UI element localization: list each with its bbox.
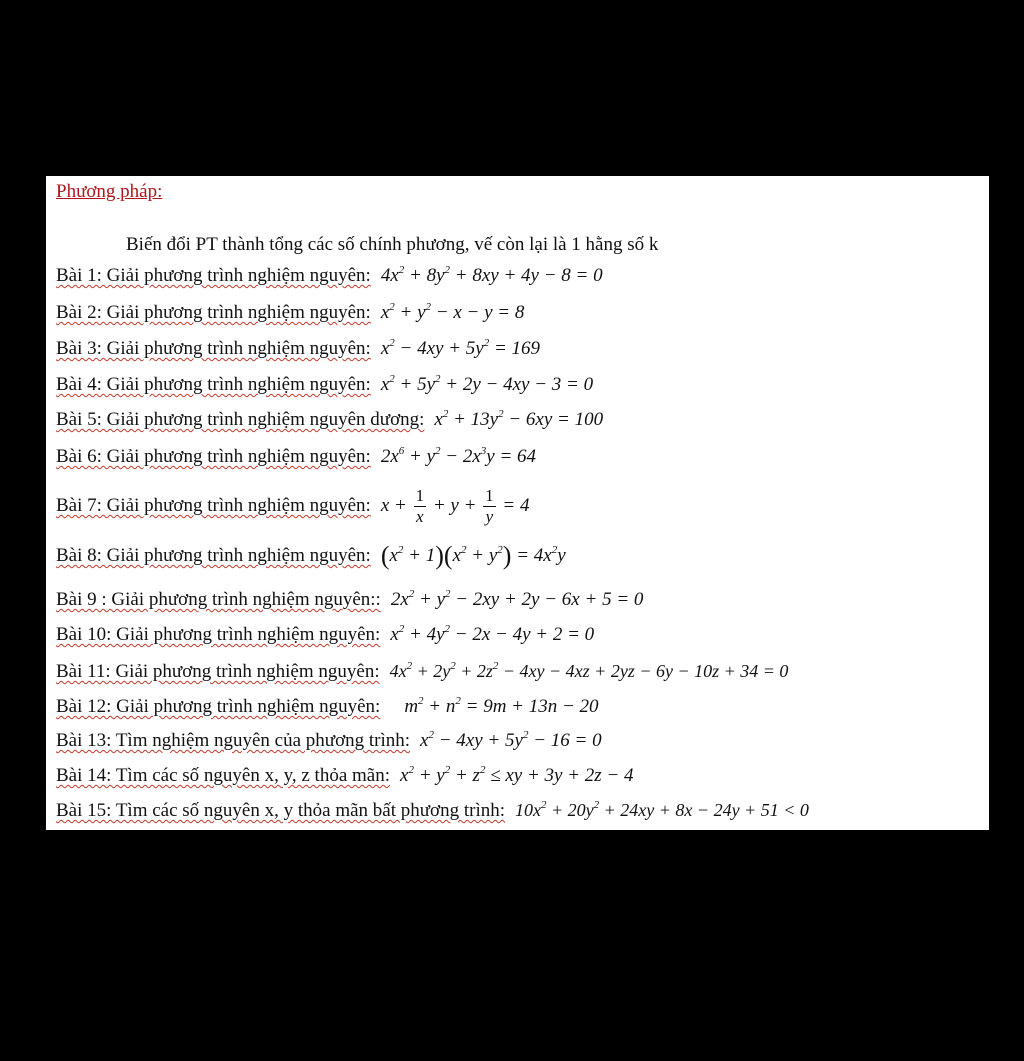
exercise-8 [56,541,566,570]
exercise-2-equation: $x^2 + y^2 - x - y = 8$ [380,301,525,323]
exercise-15-equation: $10x^2 + 20y^2 + 24xy + 8x - 24y + 51 < 0$ [515,799,809,820]
exercise-13-equation: $x^2 - 4xy + 5y^2 - 16 = 0$ [420,729,602,751]
exercise-9 [56,588,643,612]
exercise-6 [56,445,536,469]
exercise-11 [56,659,788,684]
exercise-3-equation: $x^2 - 4xy + 5y^2 = 169$ [380,337,541,359]
exercise-12-equation: $m^2 + n^2 = 9m + 13n - 20$ [404,695,599,717]
exercise-2 [56,301,524,325]
exercise-11-equation: $4x^2 + 2y^2 + 2z^2 - 4xy - 4xz + 2yz - 6y - 10z + 34 = 0$ [389,660,789,681]
exercise-10 [56,623,594,647]
exercise-12 [56,695,599,719]
exercise-2-label: Bài 2: Giải phương trình nghiệm nguyên: [56,302,371,323]
exercise-14-label: Bài 14: Tìm các số nguyên x, y, z thỏa mãn: [56,765,391,786]
document-page [46,176,989,830]
exercise-8-equation: $(x^2 + 1)(x^2 + y^2) = 4x^2y$ [380,541,566,570]
exercise-5-equation: $x^2 + 13y^2 - 6xy = 100$ [434,408,604,430]
exercise-5 [56,408,603,432]
exercise-6-equation: $2x^6 + y^2 - 2x^3y = 64$ [380,445,537,467]
exercise-6-label: Bài 6: Giải phương trình nghiệm nguyên: [56,446,371,467]
method-heading: Phương pháp: [56,181,163,202]
exercise-4 [56,373,593,397]
exercise-7-label: Bài 7: Giải phương trình nghiệm nguyên: [56,495,371,516]
exercise-3 [56,337,540,361]
exercise-1-equation: $4x^2 + 8y^2 + 8xy + 4y - 8 = 0$ [380,264,603,286]
exercise-7-equation: x + $\frac{1}{x}$ + y + $\frac{1}{y}$ = 4 [380,486,530,527]
exercise-15 [56,798,809,823]
exercise-10-equation: $x^2 + 4y^2 - 2x - 4y + 2 = 0$ [390,623,595,645]
exercise-13 [56,729,602,753]
exercise-15-label: Bài 15: Tìm các số nguyên x, y thỏa mãn bất phương trình: [56,800,506,821]
exercise-4-label: Bài 4: Giải phương trình nghiệm nguyên: [56,374,371,395]
exercise-5-label: Bài 5: Giải phương trình nghiệm nguyên dương: [56,409,425,430]
exercise-8-label: Bài 8: Giải phương trình nghiệm nguyên: [56,545,371,566]
exercise-9-label: Bài 9 : Giải phương trình nghiệm nguyên:: [56,589,381,610]
exercise-9-equation: $2x^2 + y^2 - 2xy + 2y - 6x + 5 = 0$ [390,588,644,610]
exercise-14-equation: $x^2 + y^2 + z^2$ ≤ xy + 3y + 2z − 4 [400,764,634,786]
exercise-13-label: Bài 13: Tìm nghiệm nguyên của phương trình: [56,730,411,751]
method-description: Biến đổi PT thành tổng các số chính phương, vế còn lại là 1 hằng số k [126,234,659,255]
exercise-14 [56,764,634,788]
exercise-12-label: Bài 12: Giải phương trình nghiệm nguyên: [56,696,381,717]
exercise-4-equation: $x^2 + 5y^2 + 2y - 4xy - 3 = 0$ [380,373,594,395]
exercise-1-label: Bài 1: Giải phương trình nghiệm nguyên: [56,265,371,286]
exercise-10-label: Bài 10: Giải phương trình nghiệm nguyên: [56,624,381,645]
exercise-1 [56,264,603,288]
exercise-3-label: Bài 3: Giải phương trình nghiệm nguyên: [56,338,371,359]
exercise-11-label: Bài 11: Giải phương trình nghiệm nguyên: [56,661,380,682]
exercise-7 [56,482,529,530]
